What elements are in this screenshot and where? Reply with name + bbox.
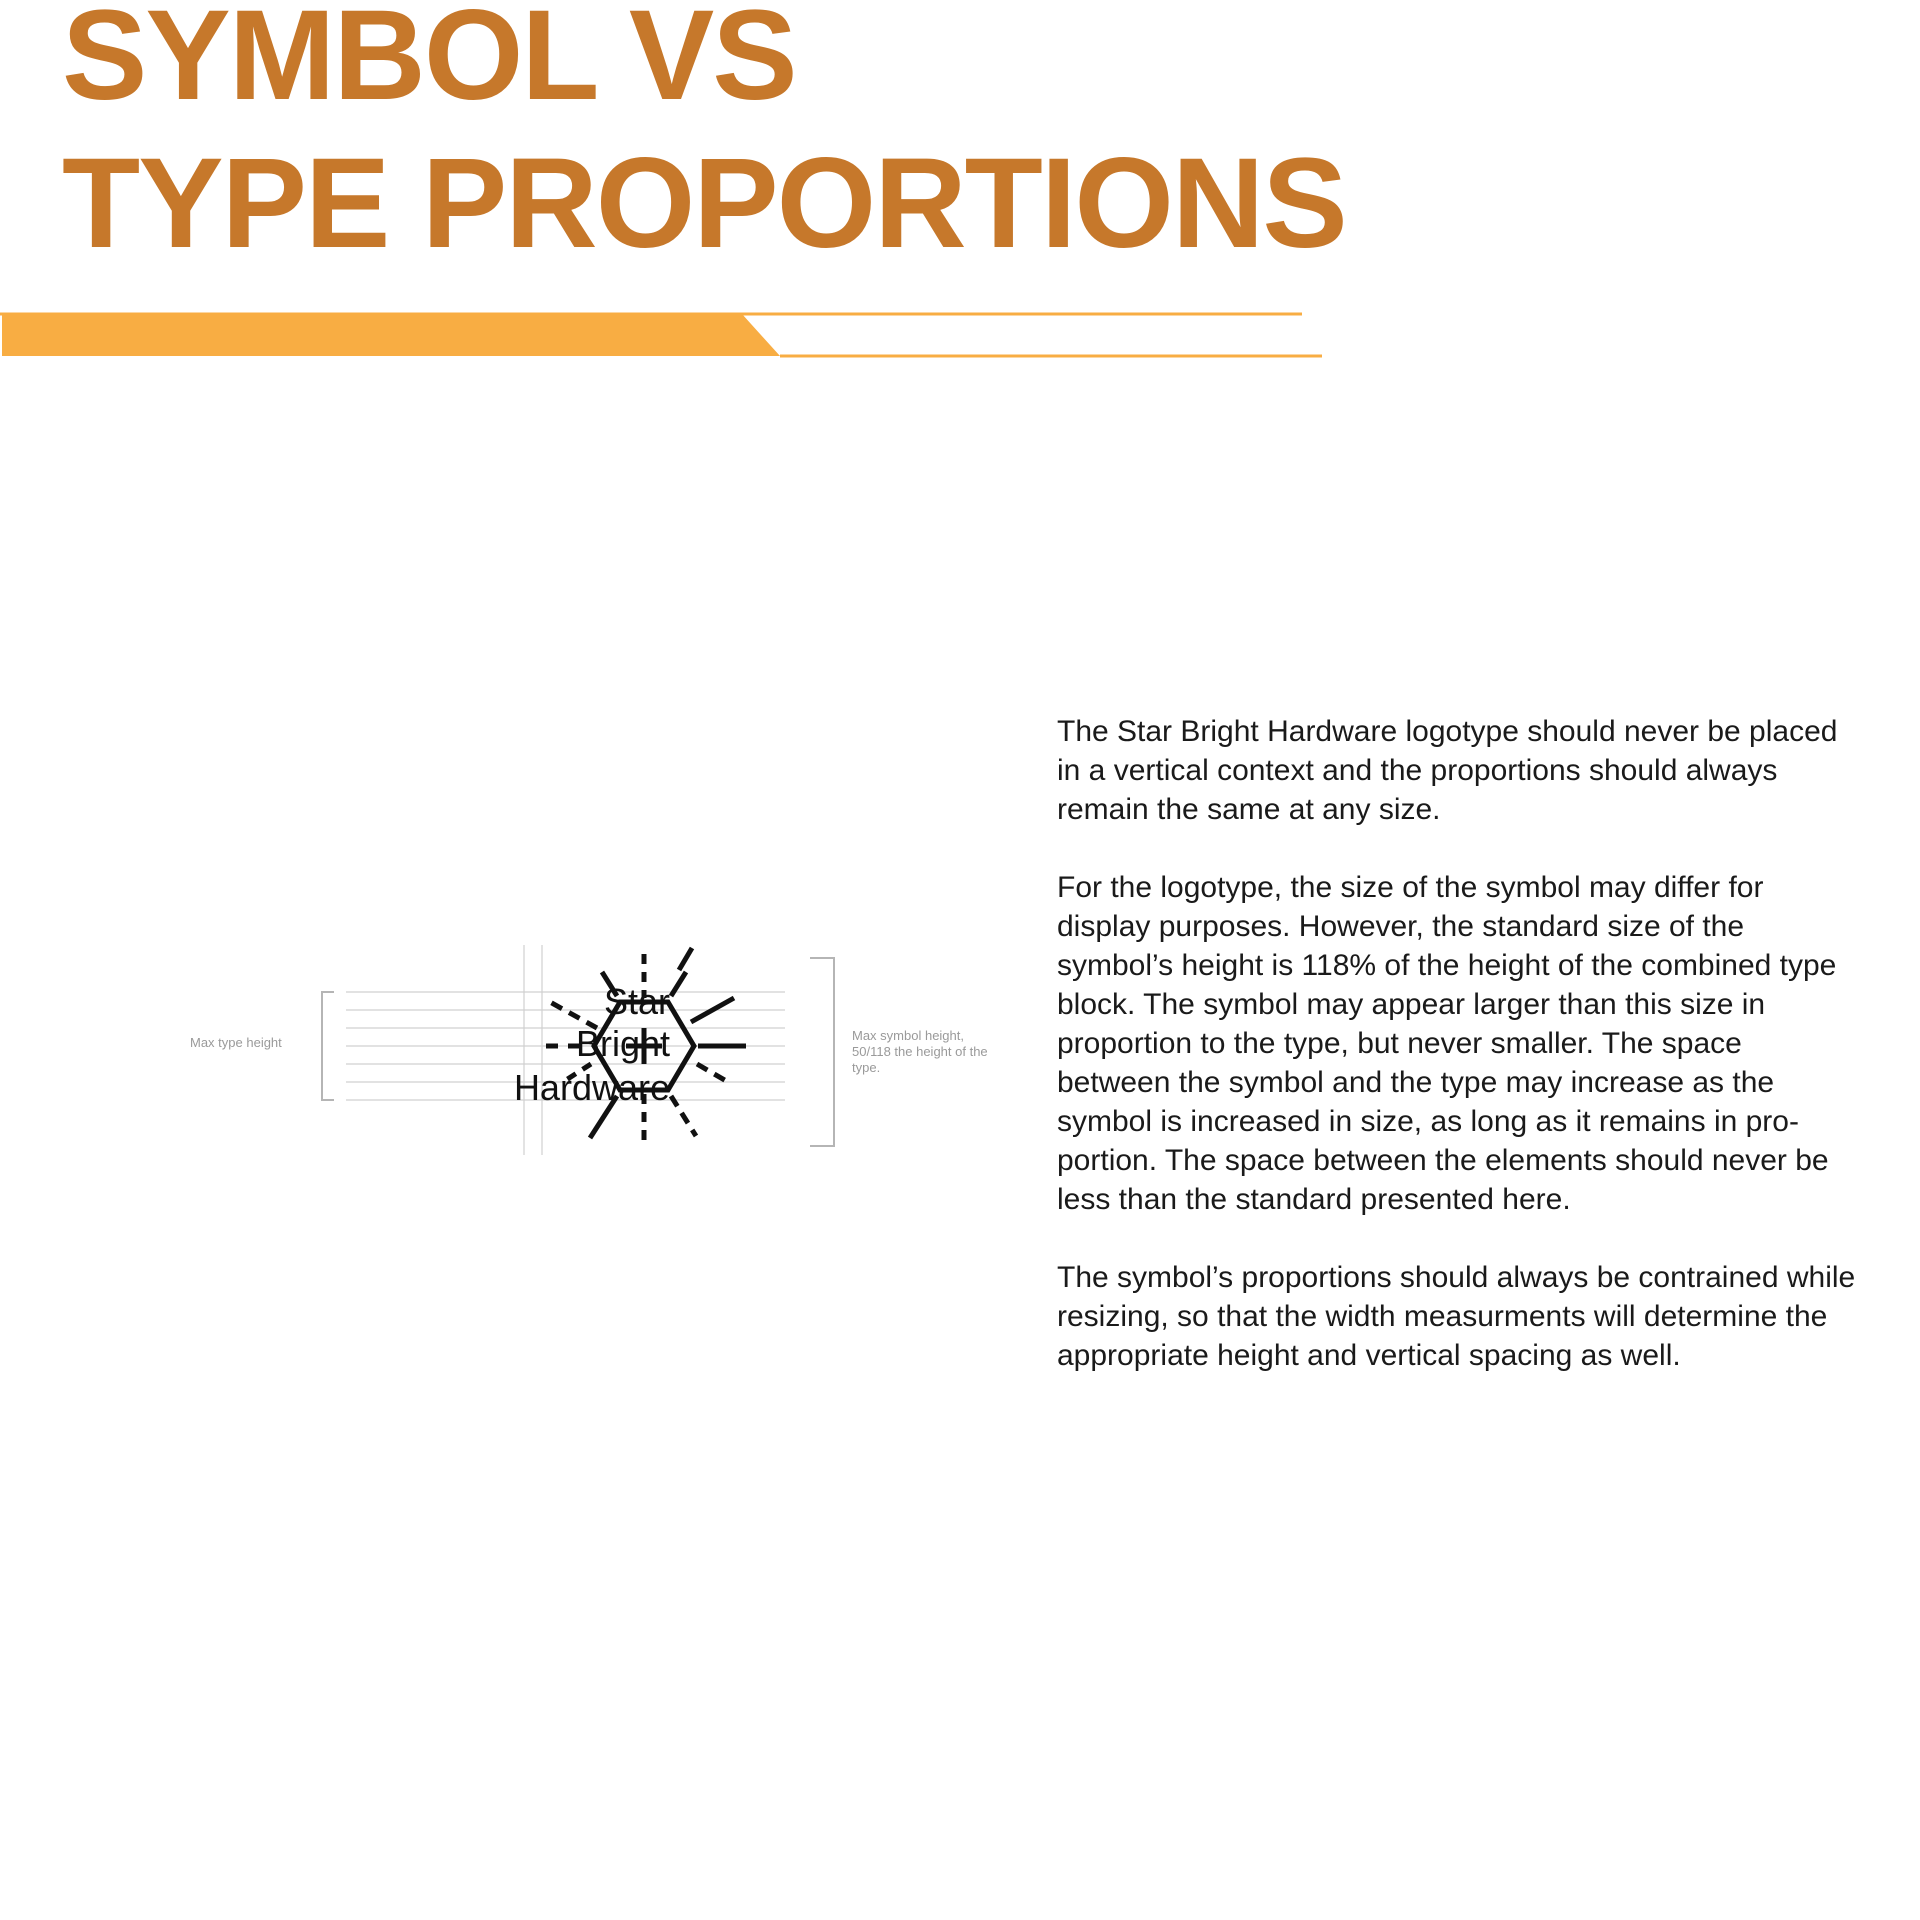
max-symbol-height-note: Max symbol height, 50/118 the height of the type. — [852, 1028, 988, 1075]
page-title — [62, 0, 1346, 278]
header-orange-band — [2, 314, 780, 356]
page-title-line-2: TYPE PROPORTIONS — [62, 132, 1346, 275]
proportion-diagram — [150, 940, 1010, 1180]
body-paragraph-2: For the logotype, the size of the symbol may differ for display purposes. However, the standard size of the symbol’s height is 118% of the height of the combined type block. The symbol may appear larger than this size in proportion to the type, but never smaller. The space between the symbol and the type may increase as the symbol is increased in size, as long as it remains in pro-portion. The space between the elements should never be less than the standard presented here. — [1057, 871, 1837, 1216]
type-height-bracket — [322, 992, 334, 1100]
max-type-height-note: Max type height — [190, 1035, 282, 1050]
header-divider-bar — [0, 300, 1330, 370]
logotype-line-hardware: Hardware — [513, 1067, 670, 1108]
body-copy — [1057, 712, 1857, 1414]
body-paragraph-1: The Star Bright Hardware logotype should never be placed in a vertical context and the proportions should always remain the same at any size. — [1057, 715, 1838, 826]
logotype-line-star: Star — [603, 981, 670, 1022]
symbol-height-bracket — [810, 958, 834, 1146]
body-paragraph-3: The symbol’s proportions should always be contrained while resizing, so that the width measurments will determine the appropriate height and vertical spacing as well. — [1057, 1261, 1856, 1372]
logotype — [350, 982, 670, 1122]
logotype-line-bright: Bright — [575, 1023, 670, 1064]
page-title-line-1: SYMBOL VS — [62, 0, 796, 127]
